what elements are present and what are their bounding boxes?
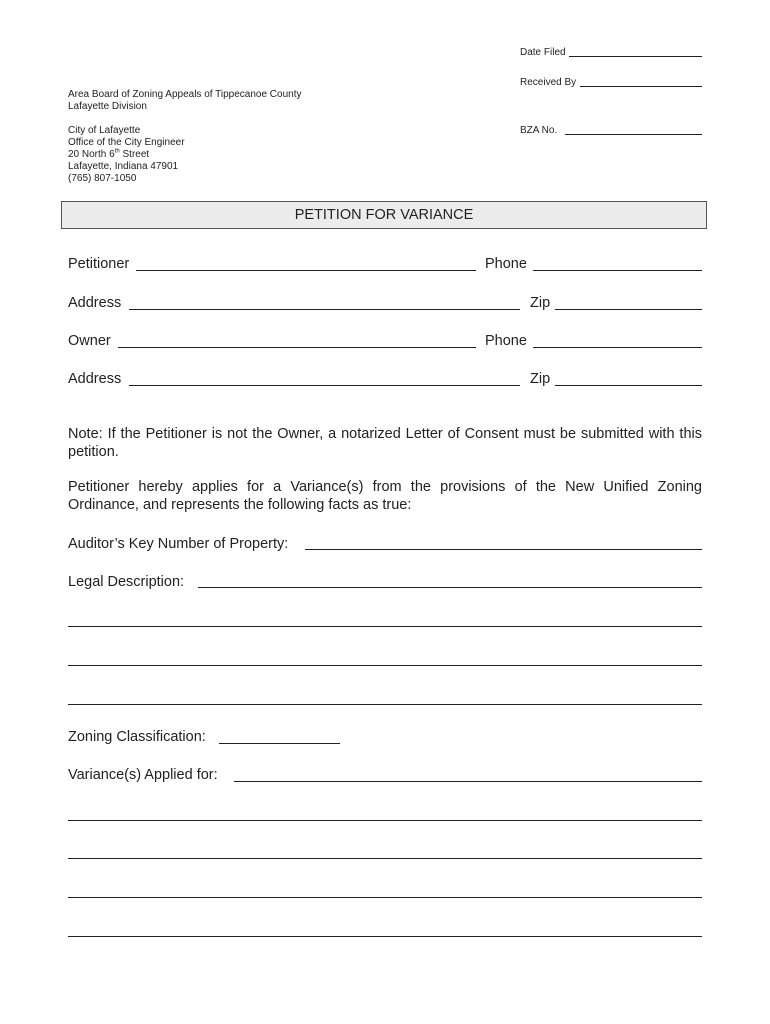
- date-filed-field[interactable]: [569, 56, 702, 57]
- owner-address-label: Address: [68, 371, 122, 387]
- owner-phone-field[interactable]: [533, 347, 702, 348]
- office-name: Office of the City Engineer: [68, 137, 185, 148]
- received-by-field[interactable]: [580, 86, 702, 87]
- legal-description-line-3[interactable]: [68, 665, 702, 666]
- petitioner-zip-label: Zip: [530, 295, 551, 311]
- owner-zip-label: Zip: [530, 371, 551, 387]
- date-filed-label: Date Filed: [520, 47, 566, 58]
- variance-applied-label: Variance(s) Applied for:: [68, 767, 218, 783]
- petitioner-field[interactable]: [136, 270, 476, 271]
- legal-description-line-4[interactable]: [68, 704, 702, 705]
- bza-no-field[interactable]: [565, 134, 702, 135]
- petitioner-address-field[interactable]: [129, 309, 520, 310]
- variance-line-3[interactable]: [68, 858, 702, 859]
- street-address: 20 North 6th Street: [68, 148, 150, 160]
- legal-description-field[interactable]: [198, 587, 702, 588]
- legal-description-line-2[interactable]: [68, 626, 702, 627]
- variance-line-4[interactable]: [68, 897, 702, 898]
- form-title-box: [61, 201, 707, 229]
- agency-header: [68, 89, 302, 113]
- variance-line-2[interactable]: [68, 820, 702, 821]
- owner-label: Owner: [68, 333, 111, 349]
- application-statement: Petitioner hereby applies for a Variance(s) from the provisions of the New Unified Zoning Ordinance, and represents the following facts as true:: [68, 479, 702, 513]
- city-name: City of Lafayette: [68, 125, 141, 136]
- petitioner-phone-label: Phone: [485, 256, 527, 272]
- bza-no-label: BZA No.: [520, 125, 558, 136]
- agency-address: [68, 125, 185, 185]
- city-state-zip: Lafayette, Indiana 47901: [68, 161, 179, 172]
- petitioner-address-label: Address: [68, 295, 122, 311]
- variance-line-5[interactable]: [68, 936, 702, 937]
- auditor-key-field[interactable]: [305, 549, 702, 550]
- petitioner-zip-field[interactable]: [555, 309, 702, 310]
- legal-description-label: Legal Description:: [68, 574, 185, 590]
- board-name: Area Board of Zoning Appeals of Tippecanoe County: [68, 89, 302, 100]
- petitioner-label: Petitioner: [68, 256, 130, 272]
- form-title: PETITION FOR VARIANCE: [294, 207, 474, 223]
- owner-address-field[interactable]: [129, 385, 520, 386]
- owner-field[interactable]: [118, 347, 476, 348]
- owner-zip-field[interactable]: [555, 385, 702, 386]
- consent-note: Note: If the Petitioner is not the Owner, a notarized Letter of Consent must be submitted with this petition.: [68, 426, 702, 460]
- zoning-classification-field[interactable]: [219, 743, 340, 744]
- received-by-label: Received By: [520, 77, 577, 88]
- owner-phone-label: Phone: [485, 333, 527, 349]
- agency-phone: (765) 807-1050: [68, 173, 137, 184]
- petitioner-phone-field[interactable]: [533, 270, 702, 271]
- division-name: Lafayette Division: [68, 101, 147, 112]
- variance-applied-field[interactable]: [234, 781, 702, 782]
- zoning-classification-label: Zoning Classification:: [68, 729, 206, 745]
- auditor-key-label: Auditor’s Key Number of Property:: [68, 536, 289, 552]
